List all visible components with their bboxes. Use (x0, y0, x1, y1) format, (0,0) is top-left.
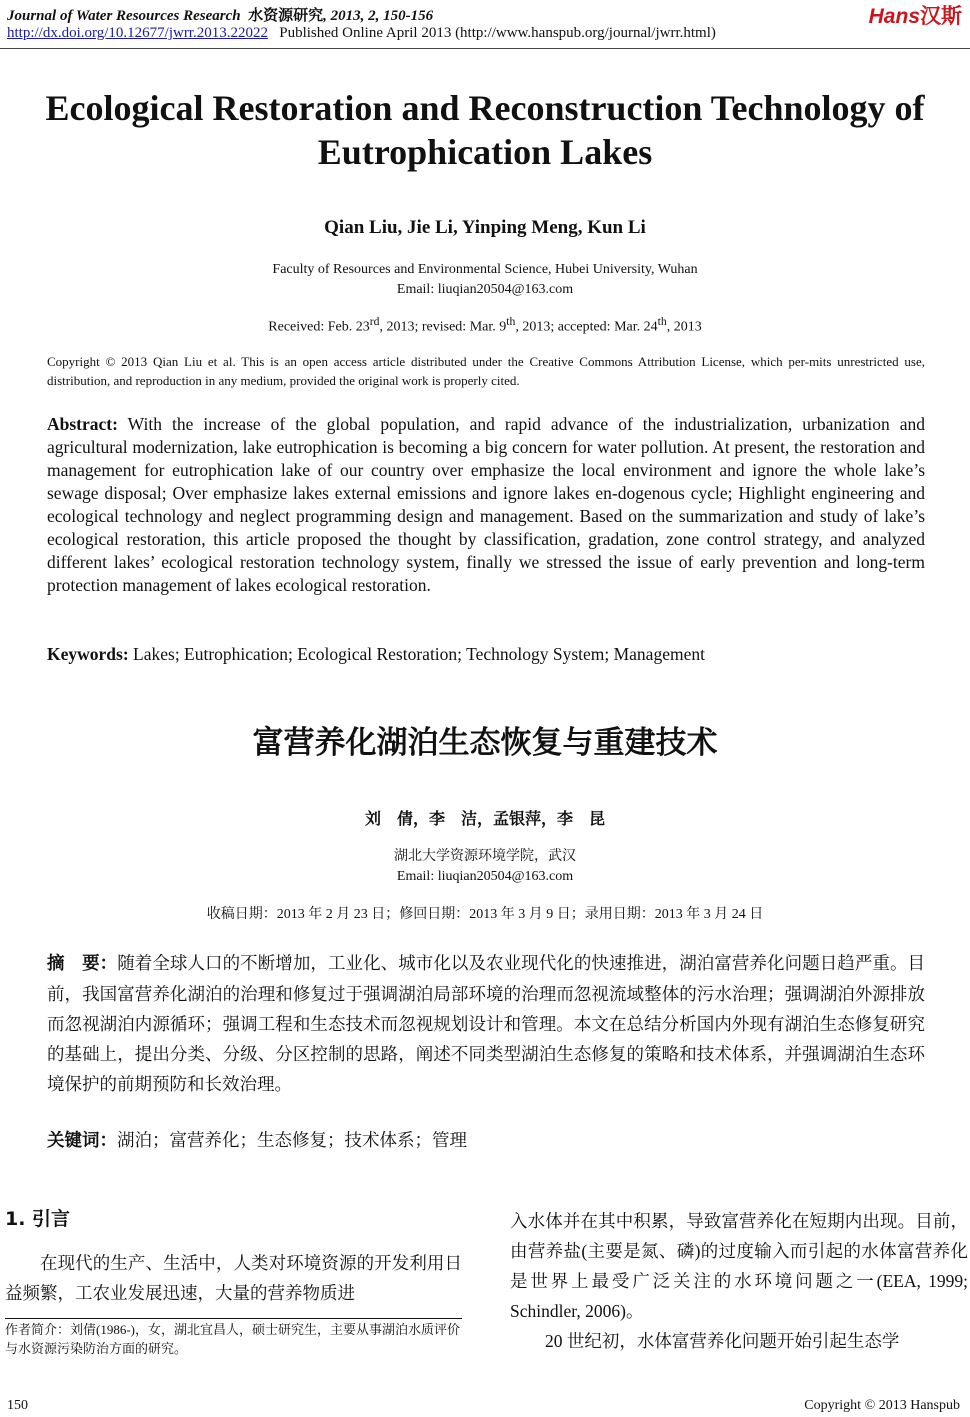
received-dates-cn: 收稿日期：2013 年 2 月 23 日；修回日期：2013 年 3 月 9 日；录用日期：2013 年 3 月 24 日 (206, 907, 764, 922)
received-dates-en (40, 315, 930, 336)
received-part: , 2013; accepted: Mar. 24 (515, 319, 658, 335)
keywords-cn-label: 关键词： (47, 1131, 117, 1151)
email-en: Email: liuqian20504@163.com (396, 282, 574, 297)
keywords-label: Keywords: (47, 644, 129, 664)
abstract-cn-label: 摘 要： (47, 954, 118, 974)
body-paragraph: 20 世纪初，水体富营养化问题开始引起生态学 (545, 1331, 900, 1351)
abstract-label: Abstract: (47, 414, 118, 434)
author-footnote: 作者简介：刘倩(1986-)，女，湖北宜昌人，硕士研究生，主要从事湖泊水质评价与水资源污染防治方面的研究。 (5, 1322, 460, 1356)
ordinal: th (506, 315, 516, 328)
hans-logo (869, 0, 962, 30)
doi-link[interactable]: http://dx.doi.org/10.12677/jwrr.2013.22022 (7, 25, 268, 41)
affiliation-cn (40, 847, 930, 887)
abstract-text: With the increase of the global population, and rapid advance of the industrialization, urbanization and agricultural modernization, lake eutrophication is becoming a big concern for water pollution. At present, the restoration and management for eutrophication lake of our country over emphasize the local environment and ignore the whole lake’s sewage disposal; Over emphasize lakes external emissions and ignore lakes en-dogenous cycle; Highlight engineering and ecological technology and neglect programming design and management. Based on the summarization and study of lake’s ecological restoration, this article proposed the thought by classification, gradation, zone control strategy, and analyzed different lakes’ ecological restoration technology system, finally we stressed the issue of early prevention and long-term protection management of lakes ecological restoration. (47, 414, 926, 595)
affiliation-en (40, 260, 930, 300)
paper-title-en: Ecological Restoration and Reconstruction Technology of Eutrophication Lakes (45, 88, 925, 172)
footer-copyright: Copyright © 2013 Hanspub (804, 1398, 960, 1413)
ordinal: th (657, 315, 667, 328)
keywords-cn-text: 湖泊；富营养化；生态修复；技术体系；管理 (117, 1130, 467, 1150)
journal-name: Journal of Water Resources Research (7, 8, 241, 24)
received-part: , 2013; revised: Mar. 9 (379, 319, 507, 335)
logo-en: Hans (868, 5, 920, 28)
right-column (510, 1206, 968, 1356)
keywords-en (47, 644, 925, 665)
journal-name-cn: 水资源研究 (248, 8, 324, 24)
left-column (5, 1204, 462, 1308)
abstract-cn-text: 随着全球人口的不断增加，工业化、城市化以及农业现代化的快速推进，湖泊富营养化问题日趋严重。目前，我国富营养化湖泊的治理和修复过于强调湖泊局部环境的治理而忽视流域整体的污水治理；强调湖泊外源排放而忽视湖泊内源循环；强调工程和生态技术而忽视规划设计和管理。本文在总结分析国内外现有湖泊生态修复研究的基础上，提出分类、分级、分区控制的思路，阐述不同类型湖泊生态修复的策略和技术体系，并强调湖泊生态环境保护的前期预防和长效治理。 (47, 953, 926, 1094)
affiliation-cn-text: 湖北大学资源环境学院，武汉 (394, 849, 576, 864)
abstract-en (47, 413, 925, 597)
doi-line (7, 25, 716, 42)
keywords-text: Lakes; Eutrophication; Ecological Restoration; Technology System; Management (133, 644, 705, 664)
authors-cn: 刘 倩，李 洁，孟银萍，李 昆 (364, 809, 605, 828)
paper-title-cn: 富营养化湖泊生态恢复与重建技术 (252, 725, 718, 761)
header-divider (0, 48, 970, 49)
body-paragraph: 入水体并在其中积累，导致富营养化在短期内出现。目前，由营养盐(主要是氮、磷)的过度输入而引起的水体富营养化是世界上最受广泛关注的水环境问题之一(EEA, 1999; Schindler, 2006)。 (510, 1211, 968, 1321)
journal-header (7, 4, 433, 25)
ordinal: rd (369, 315, 380, 328)
page-number: 150 (7, 1398, 28, 1413)
received-part: , 2013 (666, 319, 702, 335)
authors-en: Qian Liu, Jie Li, Yinping Meng, Kun Li (324, 217, 646, 238)
section-heading: 1. 引言 (5, 1208, 71, 1230)
footnote-divider (5, 1318, 462, 1319)
affiliation-en-text: Faculty of Resources and Environmental Science, Hubei University, Wuhan (272, 262, 698, 277)
received-part: Received: Feb. 23 (268, 319, 370, 335)
abstract-cn (47, 948, 925, 1099)
logo-cn: 汉斯 (920, 5, 962, 28)
published-online: Published Online April 2013 (http://www.hanspub.org/journal/jwrr.html) (279, 25, 716, 41)
keywords-cn (47, 1127, 925, 1152)
body-paragraph: 在现代的生产、生活中，人类对环境资源的开发利用日益频繁，工农业发展迅速，大量的营养物质进 (5, 1253, 462, 1303)
copyright-notice: Copyright © 2013 Qian Liu et al. This is an open access article distributed under the Creative Commons Attribution License, which per-mits unrestricted use, distribution, and reproduction in any medium, provided the original work is properly cited. (47, 354, 925, 388)
email-cn: Email: liuqian20504@163.com (396, 869, 574, 884)
journal-issue: , 2013, 2, 150-156 (323, 8, 434, 24)
